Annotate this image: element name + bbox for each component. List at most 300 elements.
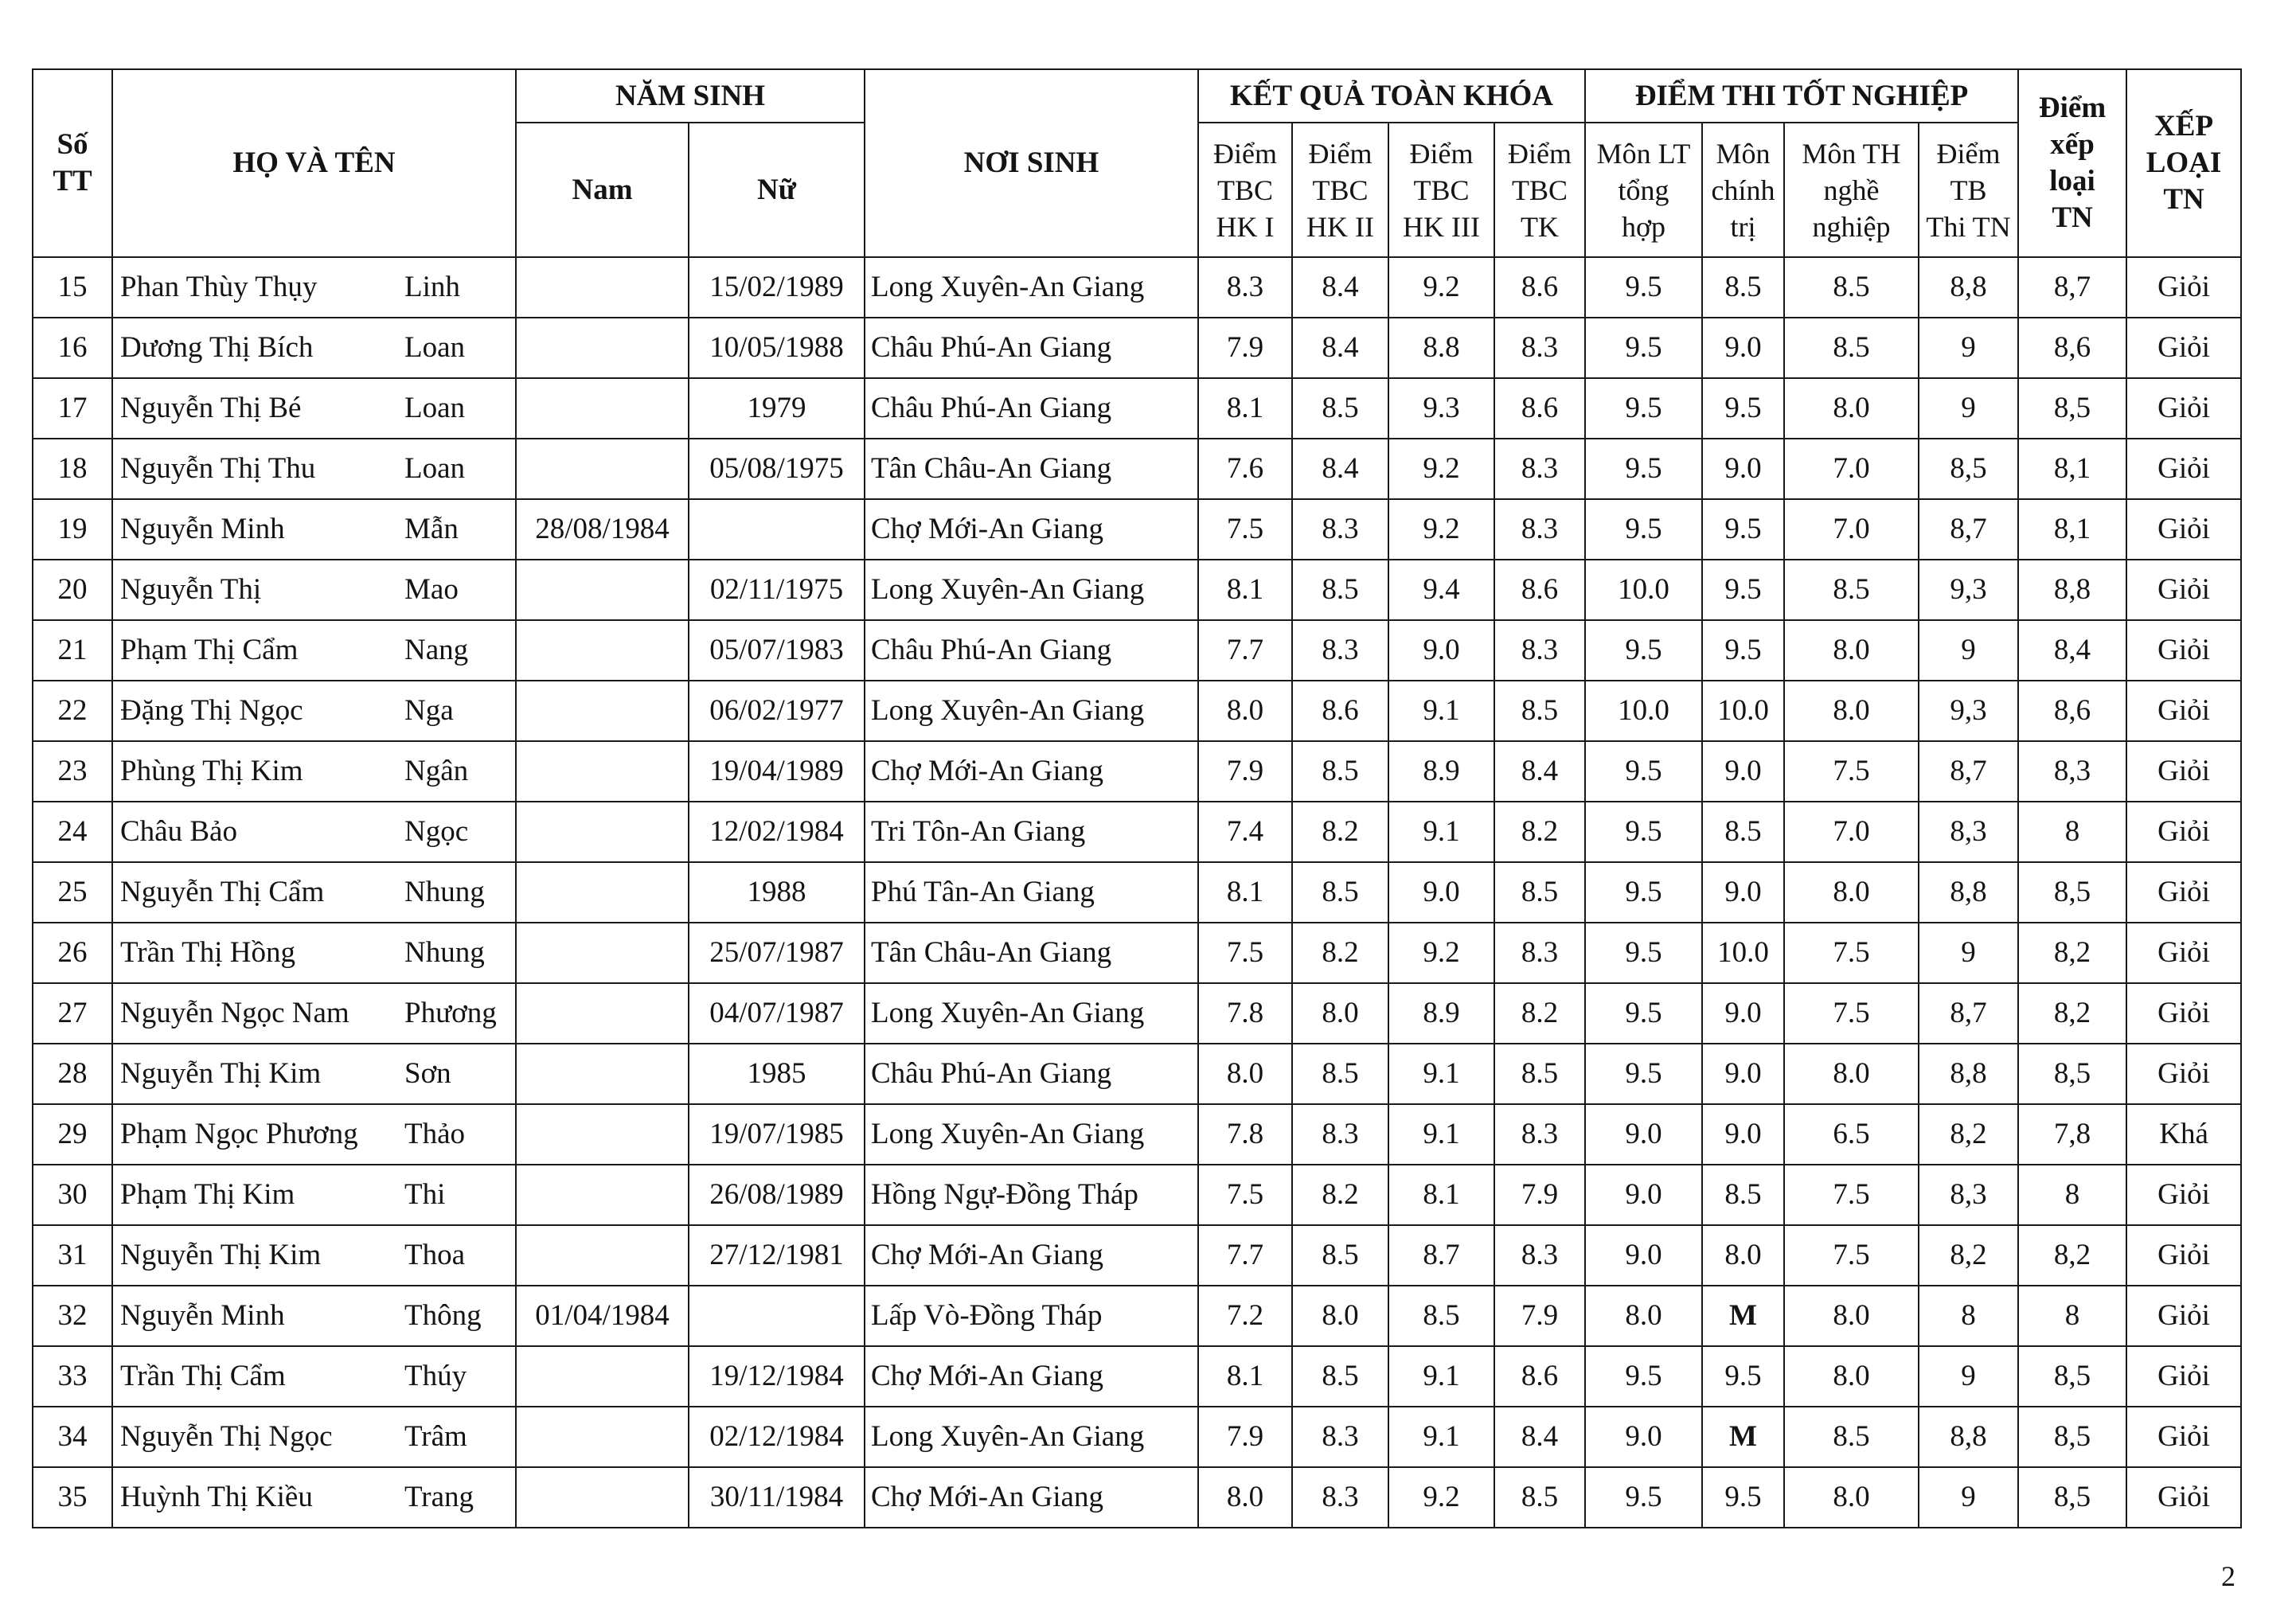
- stt-cell: 26: [33, 923, 112, 983]
- header-tbc-hk2: Điểm TBC HK II: [1292, 123, 1388, 257]
- surname-middle-name: Nguyễn Minh: [120, 513, 285, 545]
- stt-cell: 16: [33, 318, 112, 378]
- score-tbc-tk-cell: 8.4: [1494, 741, 1585, 802]
- classification-cell: Giỏi: [2126, 862, 2241, 923]
- birth-date-male-cell: 28/08/1984: [516, 499, 689, 560]
- score-tb-thi-tn-cell: 9: [1919, 923, 2018, 983]
- surname-middle-name: Nguyễn Thị: [120, 573, 262, 606]
- given-name: Phương: [404, 997, 497, 1029]
- stt-cell: 33: [33, 1346, 112, 1407]
- score-tb-thi-tn-cell: 8: [1919, 1286, 2018, 1346]
- score-th-nghe-nghiep-cell: 8.0: [1784, 681, 1919, 741]
- score-xep-loai-tn-cell: 8,6: [2018, 318, 2126, 378]
- name-cell: [112, 1286, 516, 1346]
- score-tb-thi-tn-cell: 8,2: [1919, 1104, 2018, 1165]
- birthplace-cell: Long Xuyên-An Giang: [865, 1104, 1198, 1165]
- given-name: Thông: [404, 1299, 482, 1332]
- table-row: [33, 983, 2241, 1044]
- score-th-nghe-nghiep-cell: 7.0: [1784, 439, 1919, 499]
- score-tbc-hk2-cell: 8.3: [1292, 1467, 1388, 1528]
- score-lt-tong-hop-cell: 9.0: [1585, 1104, 1702, 1165]
- full-name: [113, 935, 515, 970]
- table-row: [33, 378, 2241, 439]
- birthplace-cell: Chợ Mới-An Giang: [865, 1346, 1198, 1407]
- score-tbc-hk2-cell: 8.3: [1292, 1407, 1388, 1467]
- table-body: [33, 257, 2241, 1528]
- header-stt: Số TT: [33, 69, 112, 257]
- score-th-nghe-nghiep-cell: 8.0: [1784, 378, 1919, 439]
- birthplace-cell: Long Xuyên-An Giang: [865, 983, 1198, 1044]
- full-name: [113, 875, 515, 910]
- birth-date-male-cell: 01/04/1984: [516, 1286, 689, 1346]
- birth-date-male-cell: [516, 862, 689, 923]
- name-cell: [112, 802, 516, 862]
- full-name: [113, 633, 515, 668]
- table-row: [33, 560, 2241, 620]
- score-xep-loai-tn-cell: 8,5: [2018, 1407, 2126, 1467]
- header-xep-loai-tn: XẾP LOẠI TN: [2126, 69, 2241, 257]
- score-tbc-hk1-cell: 8.3: [1198, 257, 1292, 318]
- score-chinh-tri-cell: 9.5: [1702, 1346, 1784, 1407]
- score-lt-tong-hop-cell: 9.5: [1585, 1467, 1702, 1528]
- score-lt-tong-hop-cell: 9.5: [1585, 1346, 1702, 1407]
- stt-cell: 19: [33, 499, 112, 560]
- birth-date-female-cell: 02/11/1975: [689, 560, 865, 620]
- score-xep-loai-tn-cell: 8,5: [2018, 1044, 2126, 1104]
- name-cell: [112, 1407, 516, 1467]
- birth-date-female-cell: 1985: [689, 1044, 865, 1104]
- birth-date-female-cell: 05/07/1983: [689, 620, 865, 681]
- header-row-top: [33, 69, 2241, 123]
- score-tb-thi-tn-cell: 8,7: [1919, 983, 2018, 1044]
- birth-date-male-cell: [516, 923, 689, 983]
- birth-date-male-cell: [516, 439, 689, 499]
- score-th-nghe-nghiep-cell: 7.0: [1784, 802, 1919, 862]
- header-nam: Nam: [516, 123, 689, 257]
- surname-middle-name: Nguyễn Thị Ngọc: [120, 1420, 333, 1453]
- birthplace-cell: Lấp Vò-Đồng Tháp: [865, 1286, 1198, 1346]
- name-cell: [112, 318, 516, 378]
- table-row: [33, 1346, 2241, 1407]
- score-tb-thi-tn-cell: 8,8: [1919, 1044, 2018, 1104]
- score-tbc-hk3-cell: 8.8: [1388, 318, 1494, 378]
- score-tbc-hk2-cell: 8.5: [1292, 741, 1388, 802]
- score-chinh-tri-cell: 9.0: [1702, 983, 1784, 1044]
- score-tbc-hk1-cell: 7.5: [1198, 499, 1292, 560]
- score-tbc-hk2-cell: 8.5: [1292, 1346, 1388, 1407]
- score-xep-loai-tn-cell: 8,8: [2018, 560, 2126, 620]
- score-tbc-tk-cell: 8.5: [1494, 862, 1585, 923]
- score-tbc-hk3-cell: 9.0: [1388, 620, 1494, 681]
- score-tbc-hk3-cell: 8.7: [1388, 1225, 1494, 1286]
- birth-date-male-cell: [516, 1104, 689, 1165]
- birthplace-cell: Chợ Mới-An Giang: [865, 741, 1198, 802]
- score-tbc-hk2-cell: 8.4: [1292, 439, 1388, 499]
- stt-cell: 30: [33, 1165, 112, 1225]
- score-lt-tong-hop-cell: 9.5: [1585, 802, 1702, 862]
- full-name: [113, 451, 515, 486]
- score-chinh-tri-cell: 9.0: [1702, 862, 1784, 923]
- given-name: Thúy: [404, 1360, 467, 1392]
- score-xep-loai-tn-cell: 8,5: [2018, 378, 2126, 439]
- score-th-nghe-nghiep-cell: 7.5: [1784, 923, 1919, 983]
- score-tbc-hk3-cell: 9.2: [1388, 923, 1494, 983]
- given-name: Thi: [404, 1178, 446, 1211]
- table-row: [33, 499, 2241, 560]
- score-tbc-hk1-cell: 8.0: [1198, 1044, 1292, 1104]
- score-tbc-hk1-cell: 7.5: [1198, 1165, 1292, 1225]
- full-name: [113, 270, 515, 305]
- score-lt-tong-hop-cell: 9.5: [1585, 923, 1702, 983]
- given-name: Thoa: [404, 1239, 466, 1271]
- score-th-nghe-nghiep-cell: 8.0: [1784, 620, 1919, 681]
- surname-middle-name: Phùng Thị Kim: [120, 755, 303, 787]
- stt-cell: 35: [33, 1467, 112, 1528]
- header-nu: Nữ: [689, 123, 865, 257]
- birth-date-male-cell: [516, 1407, 689, 1467]
- birth-date-male-cell: [516, 257, 689, 318]
- score-tbc-hk3-cell: 9.1: [1388, 1044, 1494, 1104]
- birthplace-cell: Châu Phú-An Giang: [865, 620, 1198, 681]
- score-xep-loai-tn-cell: 8,6: [2018, 681, 2126, 741]
- name-cell: [112, 741, 516, 802]
- classification-cell: Giỏi: [2126, 1346, 2241, 1407]
- stt-cell: 31: [33, 1225, 112, 1286]
- full-name: [113, 1177, 515, 1212]
- birthplace-cell: Châu Phú-An Giang: [865, 378, 1198, 439]
- given-name: Mao: [404, 573, 459, 606]
- surname-middle-name: Châu Bảo: [120, 815, 237, 848]
- classification-cell: Giỏi: [2126, 1467, 2241, 1528]
- score-xep-loai-tn-cell: 8,5: [2018, 1467, 2126, 1528]
- score-chinh-tri-cell: 8.0: [1702, 1225, 1784, 1286]
- score-tb-thi-tn-cell: 9,3: [1919, 681, 2018, 741]
- birth-date-female-cell: 26/08/1989: [689, 1165, 865, 1225]
- surname-middle-name: Phạm Thị Kim: [120, 1178, 295, 1211]
- score-tbc-hk1-cell: 8.1: [1198, 560, 1292, 620]
- score-th-nghe-nghiep-cell: 7.5: [1784, 1225, 1919, 1286]
- score-xep-loai-tn-cell: 8: [2018, 802, 2126, 862]
- birth-date-female-cell: 25/07/1987: [689, 923, 865, 983]
- name-cell: [112, 923, 516, 983]
- header-diem-thi-tot-nghiep: ĐIỂM THI TỐT NGHIỆP: [1585, 69, 2018, 123]
- birth-date-male-cell: [516, 378, 689, 439]
- birth-date-female-cell: 02/12/1984: [689, 1407, 865, 1467]
- score-chinh-tri-cell: 9.0: [1702, 1104, 1784, 1165]
- full-name: [113, 814, 515, 849]
- given-name: Ngọc: [404, 815, 469, 848]
- score-tbc-hk2-cell: 8.4: [1292, 257, 1388, 318]
- birthplace-cell: Chợ Mới-An Giang: [865, 1225, 1198, 1286]
- classification-cell: Khá: [2126, 1104, 2241, 1165]
- given-name: Trang: [404, 1481, 474, 1513]
- surname-middle-name: Trần Thị Cẩm: [120, 1360, 286, 1392]
- score-tbc-tk-cell: 8.2: [1494, 983, 1585, 1044]
- page-number: 2: [2221, 1560, 2235, 1592]
- name-cell: [112, 983, 516, 1044]
- score-lt-tong-hop-cell: 9.5: [1585, 620, 1702, 681]
- score-tbc-hk3-cell: 9.1: [1388, 802, 1494, 862]
- score-th-nghe-nghiep-cell: 8.0: [1784, 1467, 1919, 1528]
- birth-date-female-cell: 19/04/1989: [689, 741, 865, 802]
- name-cell: [112, 1104, 516, 1165]
- score-lt-tong-hop-cell: 9.5: [1585, 862, 1702, 923]
- full-name: [113, 1298, 515, 1333]
- score-chinh-tri-cell: 9.5: [1702, 378, 1784, 439]
- classification-cell: Giỏi: [2126, 983, 2241, 1044]
- full-name: [113, 391, 515, 426]
- stt-cell: 21: [33, 620, 112, 681]
- surname-middle-name: Dương Thị Bích: [120, 331, 314, 364]
- birth-date-female-cell: 27/12/1981: [689, 1225, 865, 1286]
- score-tbc-tk-cell: 8.4: [1494, 1407, 1585, 1467]
- score-tbc-hk1-cell: 7.9: [1198, 318, 1292, 378]
- stt-cell: 23: [33, 741, 112, 802]
- score-tb-thi-tn-cell: 8,7: [1919, 741, 2018, 802]
- stt-cell: 15: [33, 257, 112, 318]
- score-lt-tong-hop-cell: 9.5: [1585, 741, 1702, 802]
- score-tb-thi-tn-cell: 8,8: [1919, 862, 2018, 923]
- score-tb-thi-tn-cell: 9: [1919, 620, 2018, 681]
- classification-cell: Giỏi: [2126, 318, 2241, 378]
- name-cell: [112, 1346, 516, 1407]
- score-tbc-hk2-cell: 8.0: [1292, 1286, 1388, 1346]
- score-tbc-hk2-cell: 8.5: [1292, 560, 1388, 620]
- given-name: Nga: [404, 694, 454, 727]
- graduation-results-table: [32, 68, 2242, 1528]
- score-xep-loai-tn-cell: 8,1: [2018, 439, 2126, 499]
- score-chinh-tri-cell: M: [1702, 1407, 1784, 1467]
- score-tbc-hk3-cell: 9.2: [1388, 499, 1494, 560]
- score-xep-loai-tn-cell: 7,8: [2018, 1104, 2126, 1165]
- classification-cell: Giỏi: [2126, 439, 2241, 499]
- score-tb-thi-tn-cell: 9: [1919, 318, 2018, 378]
- birth-date-female-cell: 19/12/1984: [689, 1346, 865, 1407]
- full-name: [113, 996, 515, 1031]
- birthplace-cell: Châu Phú-An Giang: [865, 318, 1198, 378]
- score-chinh-tri-cell: 10.0: [1702, 681, 1784, 741]
- birth-date-male-cell: [516, 1165, 689, 1225]
- score-lt-tong-hop-cell: 9.5: [1585, 1044, 1702, 1104]
- classification-cell: Giỏi: [2126, 560, 2241, 620]
- name-cell: [112, 560, 516, 620]
- stt-cell: 20: [33, 560, 112, 620]
- birthplace-cell: Hồng Ngự-Đồng Tháp: [865, 1165, 1198, 1225]
- given-name: Loan: [404, 392, 466, 424]
- score-th-nghe-nghiep-cell: 7.5: [1784, 741, 1919, 802]
- table-row: [33, 257, 2241, 318]
- score-tbc-hk3-cell: 9.0: [1388, 862, 1494, 923]
- score-th-nghe-nghiep-cell: 8.5: [1784, 1407, 1919, 1467]
- birth-date-female-cell: 04/07/1987: [689, 983, 865, 1044]
- score-tbc-tk-cell: 8.6: [1494, 378, 1585, 439]
- stt-cell: 34: [33, 1407, 112, 1467]
- surname-middle-name: Phan Thùy Thụy: [120, 271, 318, 303]
- given-name: Nhung: [404, 876, 485, 908]
- score-tbc-tk-cell: 8.3: [1494, 318, 1585, 378]
- given-name: Nang: [404, 634, 469, 666]
- score-th-nghe-nghiep-cell: 7.5: [1784, 983, 1919, 1044]
- birth-date-female-cell: 05/08/1975: [689, 439, 865, 499]
- score-xep-loai-tn-cell: 8: [2018, 1286, 2126, 1346]
- score-tbc-hk2-cell: 8.4: [1292, 318, 1388, 378]
- score-chinh-tri-cell: 9.5: [1702, 499, 1784, 560]
- score-tbc-hk3-cell: 8.1: [1388, 1165, 1494, 1225]
- birth-date-female-cell: 15/02/1989: [689, 257, 865, 318]
- table-row: [33, 1104, 2241, 1165]
- classification-cell: Giỏi: [2126, 1165, 2241, 1225]
- score-th-nghe-nghiep-cell: 7.5: [1784, 1165, 1919, 1225]
- score-tbc-hk1-cell: 7.6: [1198, 439, 1292, 499]
- surname-middle-name: Đặng Thị Ngọc: [120, 694, 303, 727]
- score-tbc-tk-cell: 8.6: [1494, 560, 1585, 620]
- table-row: [33, 802, 2241, 862]
- birth-date-female-cell: 30/11/1984: [689, 1467, 865, 1528]
- birthplace-cell: Chợ Mới-An Giang: [865, 1467, 1198, 1528]
- score-tb-thi-tn-cell: 8,8: [1919, 257, 2018, 318]
- given-name: Ngân: [404, 755, 469, 787]
- score-xep-loai-tn-cell: 8,3: [2018, 741, 2126, 802]
- score-tbc-hk2-cell: 8.5: [1292, 1225, 1388, 1286]
- full-name: [113, 1117, 515, 1152]
- score-th-nghe-nghiep-cell: 8.0: [1784, 1044, 1919, 1104]
- full-name: [113, 330, 515, 365]
- stt-cell: 29: [33, 1104, 112, 1165]
- birth-date-female-cell: 06/02/1977: [689, 681, 865, 741]
- birth-date-male-cell: [516, 1467, 689, 1528]
- full-name: [113, 1419, 515, 1454]
- name-cell: [112, 1165, 516, 1225]
- full-name: [113, 1238, 515, 1273]
- surname-middle-name: Trần Thị Hồng: [120, 936, 295, 969]
- score-tbc-hk1-cell: 7.5: [1198, 923, 1292, 983]
- score-tbc-hk3-cell: 9.4: [1388, 560, 1494, 620]
- given-name: Mẫn: [404, 513, 459, 545]
- score-xep-loai-tn-cell: 8,4: [2018, 620, 2126, 681]
- score-lt-tong-hop-cell: 10.0: [1585, 560, 1702, 620]
- score-chinh-tri-cell: 9.5: [1702, 620, 1784, 681]
- stt-cell: 32: [33, 1286, 112, 1346]
- score-tbc-hk3-cell: 8.9: [1388, 741, 1494, 802]
- score-tbc-hk3-cell: 9.1: [1388, 1104, 1494, 1165]
- given-name: Loan: [404, 331, 466, 364]
- birth-date-male-cell: [516, 681, 689, 741]
- table-row: [33, 1165, 2241, 1225]
- score-xep-loai-tn-cell: 8,2: [2018, 1225, 2126, 1286]
- header-lt-tong-hop: Môn LT tổng hợp: [1585, 123, 1702, 257]
- score-tb-thi-tn-cell: 8,8: [1919, 1407, 2018, 1467]
- full-name: [113, 572, 515, 607]
- stt-cell: 22: [33, 681, 112, 741]
- birth-date-male-cell: [516, 741, 689, 802]
- surname-middle-name: Nguyễn Thị Cẩm: [120, 876, 325, 908]
- score-tb-thi-tn-cell: 8,7: [1919, 499, 2018, 560]
- header-tbc-hk1: Điểm TBC HK I: [1198, 123, 1292, 257]
- score-lt-tong-hop-cell: 9.0: [1585, 1407, 1702, 1467]
- score-tbc-hk1-cell: 8.0: [1198, 681, 1292, 741]
- birth-date-male-cell: [516, 318, 689, 378]
- score-tbc-tk-cell: 8.3: [1494, 1225, 1585, 1286]
- score-tbc-hk3-cell: 9.2: [1388, 1467, 1494, 1528]
- score-tbc-hk1-cell: 7.7: [1198, 1225, 1292, 1286]
- stt-cell: 27: [33, 983, 112, 1044]
- birth-date-male-cell: [516, 802, 689, 862]
- birthplace-cell: Tân Châu-An Giang: [865, 439, 1198, 499]
- name-cell: [112, 1467, 516, 1528]
- score-tbc-hk2-cell: 8.5: [1292, 378, 1388, 439]
- full-name: [113, 1359, 515, 1394]
- birth-date-male-cell: [516, 1346, 689, 1407]
- table-row: [33, 862, 2241, 923]
- birthplace-cell: Tân Châu-An Giang: [865, 923, 1198, 983]
- score-lt-tong-hop-cell: 9.5: [1585, 318, 1702, 378]
- birth-date-male-cell: [516, 983, 689, 1044]
- score-th-nghe-nghiep-cell: 6.5: [1784, 1104, 1919, 1165]
- score-tbc-tk-cell: 8.6: [1494, 257, 1585, 318]
- score-tbc-tk-cell: 7.9: [1494, 1165, 1585, 1225]
- score-tbc-hk3-cell: 8.9: [1388, 983, 1494, 1044]
- full-name: [113, 754, 515, 789]
- table-row: [33, 681, 2241, 741]
- surname-middle-name: Nguyễn Thị Bé: [120, 392, 302, 424]
- header-th-nghe-nghiep: Môn TH nghề nghiệp: [1784, 123, 1919, 257]
- given-name: Loan: [404, 452, 466, 485]
- score-tbc-hk1-cell: 7.4: [1198, 802, 1292, 862]
- table-row: [33, 1407, 2241, 1467]
- score-tb-thi-tn-cell: 8,3: [1919, 802, 2018, 862]
- birthplace-cell: Châu Phú-An Giang: [865, 1044, 1198, 1104]
- surname-middle-name: Nguyễn Thị Kim: [120, 1057, 322, 1090]
- score-lt-tong-hop-cell: 9.0: [1585, 1225, 1702, 1286]
- score-lt-tong-hop-cell: 9.5: [1585, 439, 1702, 499]
- stt-cell: 28: [33, 1044, 112, 1104]
- name-cell: [112, 499, 516, 560]
- score-chinh-tri-cell: 9.0: [1702, 741, 1784, 802]
- score-tbc-hk3-cell: 9.1: [1388, 1346, 1494, 1407]
- birthplace-cell: Long Xuyên-An Giang: [865, 560, 1198, 620]
- name-cell: [112, 439, 516, 499]
- birth-date-female-cell: [689, 1286, 865, 1346]
- score-chinh-tri-cell: 8.5: [1702, 802, 1784, 862]
- header-tbc-hk3: Điểm TBC HK III: [1388, 123, 1494, 257]
- full-name: [113, 693, 515, 728]
- header-nam-sinh: NĂM SINH: [516, 69, 865, 123]
- score-tbc-hk3-cell: 9.2: [1388, 439, 1494, 499]
- header-tbc-tk: Điểm TBC TK: [1494, 123, 1585, 257]
- header-chinh-tri: Môn chính trị: [1702, 123, 1784, 257]
- birthplace-cell: Long Xuyên-An Giang: [865, 257, 1198, 318]
- score-tb-thi-tn-cell: 8,2: [1919, 1225, 2018, 1286]
- score-tbc-tk-cell: 8.5: [1494, 1044, 1585, 1104]
- score-tbc-hk1-cell: 7.2: [1198, 1286, 1292, 1346]
- score-tbc-hk2-cell: 8.5: [1292, 1044, 1388, 1104]
- score-tbc-hk2-cell: 8.3: [1292, 499, 1388, 560]
- score-lt-tong-hop-cell: 9.5: [1585, 257, 1702, 318]
- classification-cell: Giỏi: [2126, 681, 2241, 741]
- given-name: Thảo: [404, 1118, 466, 1150]
- score-xep-loai-tn-cell: 8,1: [2018, 499, 2126, 560]
- score-tbc-hk2-cell: 8.3: [1292, 620, 1388, 681]
- surname-middle-name: Phạm Thị Cẩm: [120, 634, 299, 666]
- surname-middle-name: Huỳnh Thị Kiều: [120, 1481, 313, 1513]
- stt-cell: 17: [33, 378, 112, 439]
- score-tb-thi-tn-cell: 9: [1919, 1346, 2018, 1407]
- classification-cell: Giỏi: [2126, 1286, 2241, 1346]
- header-ket-qua-toan-khoa: KẾT QUẢ TOÀN KHÓA: [1198, 69, 1585, 123]
- score-tb-thi-tn-cell: 8,5: [1919, 439, 2018, 499]
- table-row: [33, 1225, 2241, 1286]
- table-row: [33, 439, 2241, 499]
